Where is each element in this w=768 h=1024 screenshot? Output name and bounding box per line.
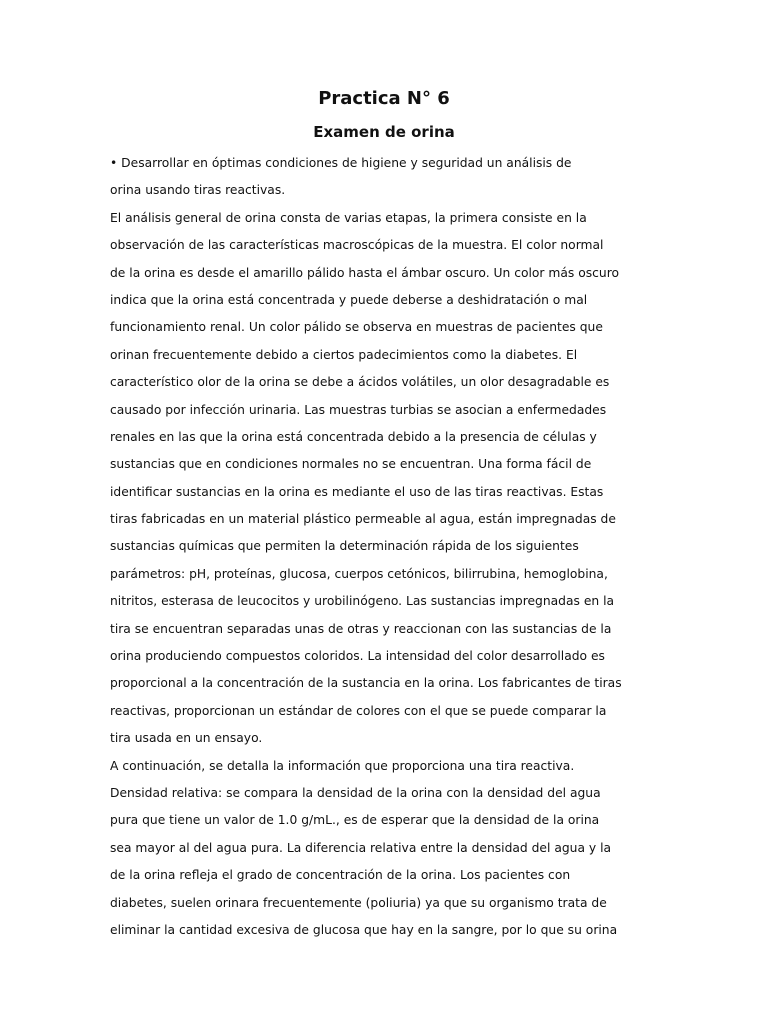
- body-text-line: indica que la orina está concentrada y puede deberse a deshidratación o mal: [110, 292, 588, 307]
- body-text-line: funcionamiento renal. Un color pálido se observa en muestras de pacientes que: [110, 320, 603, 335]
- body-text-line: proporcional a la concentración de la sustancia en la orina. Los fabricantes de tiras: [110, 676, 622, 691]
- body-text-line: tira usada en un ensayo.: [110, 731, 263, 746]
- document-subtitle: Examen de orina: [313, 123, 455, 141]
- body-text-line: sea mayor al del agua pura. La diferencia relativa entre la densidad del agua y la: [110, 840, 612, 855]
- body-text-line: sustancias que en condiciones normales no se encuentran. Una forma fácil de: [110, 457, 592, 472]
- body-text-line: de la orina refleja el grado de concentración de la orina. Los pacientes con: [110, 868, 571, 883]
- body-text-line: tira se encuentran separadas unas de otras y reaccionan con las sustancias de la: [110, 621, 612, 636]
- body-text-line: tiras fabricadas en un material plástico permeable al agua, están impregnadas de: [110, 512, 616, 527]
- body-text-line: nitritos, esterasa de leucocitos y urobilinógeno. Las sustancias impregnadas en la: [110, 594, 615, 609]
- body-text-line: identificar sustancias en la orina es mediante el uso de las tiras reactivas. Estas: [110, 484, 604, 499]
- body-text-line: A continuación, se detalla la información que proporciona una tira reactiva.: [110, 758, 575, 773]
- body-text-line: reactivas, proporcionan un estándar de colores con el que se puede comparar la: [110, 703, 607, 718]
- body-text-line: pura que tiene un valor de 1.0 g/mL., es de esperar que la densidad de la orina: [110, 813, 600, 828]
- document-title: Practica N° 6: [318, 88, 450, 109]
- body-text-line: diabetes, suelen orinara frecuentemente (poliuria) ya que su organismo trata de: [110, 895, 607, 910]
- body-text-line: orina produciendo compuestos coloridos. La intensidad del color desarrollado es: [110, 649, 605, 664]
- body-text-line: • Desarrollar en óptimas condiciones de higiene y seguridad un análisis de: [110, 156, 572, 170]
- body-text-line: observación de las características macroscópicas de la muestra. El color normal: [110, 238, 604, 253]
- body-text-line: causado por infección urinaria. Las muestras turbias se asocian a enfermedades: [110, 402, 607, 417]
- body-text-line: característico olor de la orina se debe a ácidos volátiles, un olor desagradable es: [110, 375, 610, 390]
- body-text-line: parámetros: pH, proteínas, glucosa, cuerpos cetónicos, bilirrubina, hemoglobina,: [110, 566, 608, 581]
- body-text-line: orina usando tiras reactivas.: [110, 183, 286, 198]
- body-text-line: sustancias químicas que permiten la determinación rápida de los siguientes: [110, 539, 579, 554]
- body-text-line: eliminar la cantidad excesiva de glucosa que hay en la sangre, por lo que su orina: [110, 922, 618, 937]
- body-text-line: orinan frecuentemente debido a ciertos padecimientos como la diabetes. El: [110, 347, 578, 362]
- body-text-line: El análisis general de orina consta de varias etapas, la primera consiste en la: [110, 210, 587, 225]
- document-body: [110, 150, 710, 944]
- body-text-line: Densidad relativa: se compara la densidad de la orina con la densidad del agua: [110, 785, 601, 800]
- body-text-line: renales en las que la orina está concentrada debido a la presencia de células y: [110, 429, 597, 444]
- body-text-line: de la orina es desde el amarillo pálido hasta el ámbar oscuro. Un color más oscuro: [110, 265, 620, 280]
